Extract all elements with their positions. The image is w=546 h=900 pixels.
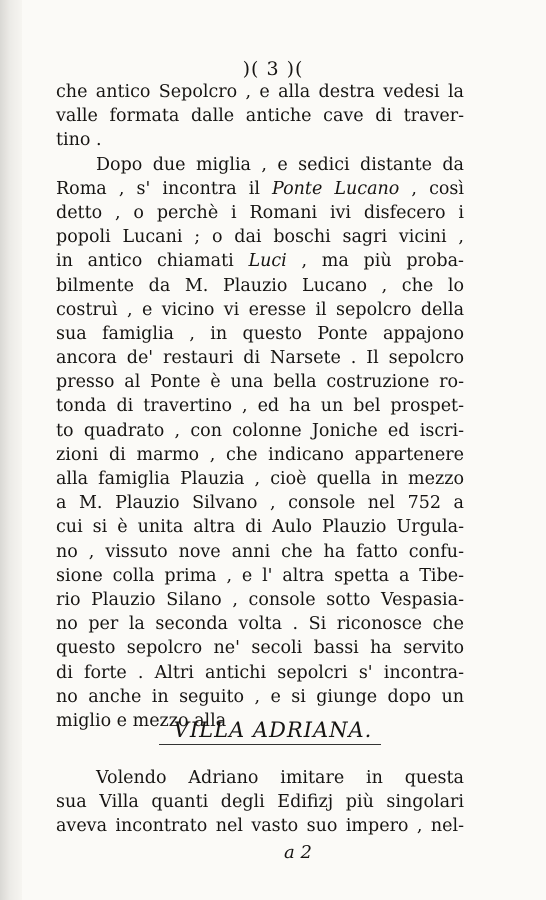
text-line: Volendo Adriano imitare in questa [96,768,464,788]
text-line: in antico chiamati Luci , ma più proba- [56,251,464,272]
text-line: no , vissuto nove anni che ha fatto confu- [56,541,464,562]
text-line: alla famiglia Plauzia , cioè quella in mezzo [56,469,464,489]
text-line: che antico Sepolcro , e alla destra vedesi la [56,82,464,102]
text-block-top [56,80,464,733]
text-line: sua Villa quanti degli Edifizj più singolari [56,792,464,813]
text-line: di forte . Altri antichi sepolcri s' incontra- [56,662,464,683]
text-line: Roma , s' incontra il Ponte Lucano , così [56,178,464,199]
heading-underline [159,744,381,745]
text-line: costruì , e vicino vi eresse il sepolcro della [56,299,464,320]
text-line: bilmente da M. Plauzio Lucano , che lo [56,275,464,296]
signature-mark: a 2 [284,842,312,863]
text-line: cui si è unita altra di Aulo Plauzio Urgula- [56,517,464,538]
text-line: sione colla prima , e l' altra spetta a Tibe- [56,565,464,586]
text-line: questo sepolcro ne' secoli bassi ha servito [56,638,464,659]
text-line: miglio e mezzo alla [56,710,227,731]
page-number: )( 3 )( [242,58,304,80]
text-line: to quadrato , con colonne Joniche ed iscri- [56,420,464,441]
text-block-bottom [56,766,464,839]
text-line: zioni di marmo , che indicano appartenere [56,444,464,465]
text-line: no anche in seguito , e si giunge dopo un [56,686,464,707]
emphasis-ponte-lucano: Ponte Lucano [272,178,400,199]
text-line: valle formata dalle antiche cave di traver- [56,106,464,127]
text-line: ancora de' restauri di Narsete . Il sepolcro [56,348,464,369]
text-line: presso al Ponte è una bella costruzione ro- [56,372,464,393]
text-line: aveva incontrato nel vasto suo impero , nel- [56,816,464,837]
text-line: rio Plauzio Silano , console sotto Vespasia- [56,589,464,610]
text-line: popoli Lucani ; o dai boschi sagri vicini , [56,227,464,248]
text-line: detto , o perchè i Romani ivi disfecero i [56,202,464,223]
text-line: no per la seconda volta . Si riconosce che [56,614,464,635]
section-heading: VILLA ADRIANA. [173,718,373,742]
page-edge-shadow [0,0,22,900]
text-line: tino . [56,130,102,151]
text-line: a M. Plauzio Silvano , console nel 752 a [56,493,464,514]
text-line: Dopo due miglia , e sedici distante da [96,154,464,175]
emphasis-luci: Luci [248,251,287,272]
text-line: sua famiglia , in questo Ponte appajono [56,323,464,344]
text-line: tonda di travertino , ed ha un bel prospet- [56,396,464,417]
